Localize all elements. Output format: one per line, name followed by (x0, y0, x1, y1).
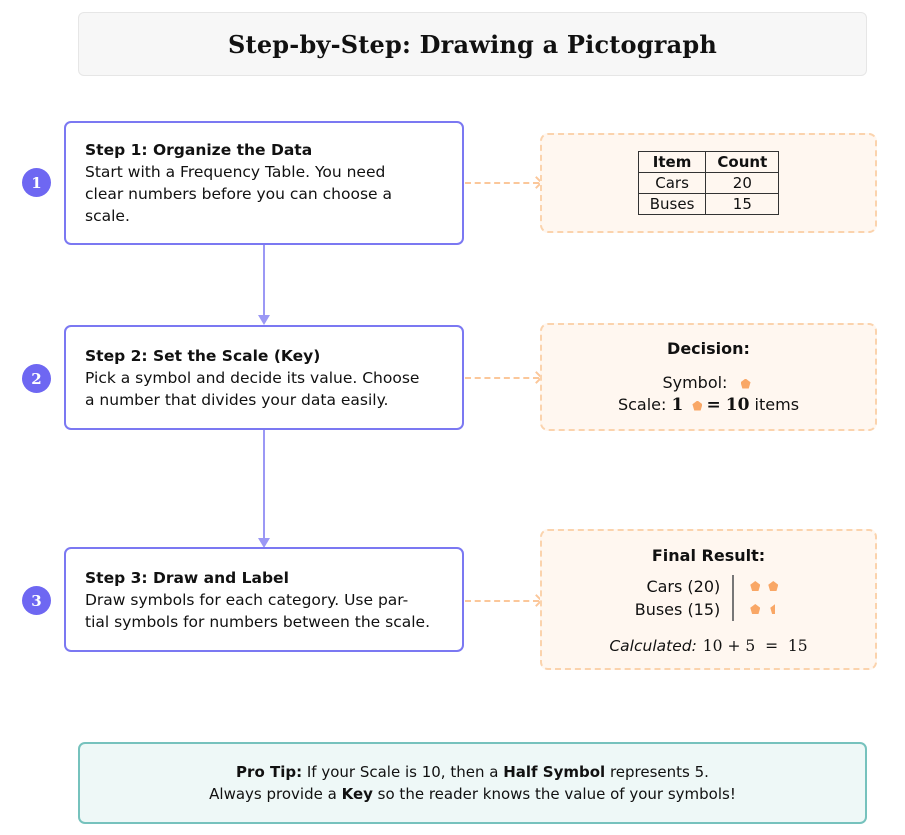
dashed-arrow-step1 (465, 182, 539, 184)
pentagon-icon (741, 379, 751, 389)
pentagon-icon (692, 401, 702, 411)
frequency-table-panel (540, 133, 877, 233)
dashed-arrow-step3 (465, 600, 539, 602)
result-label-buses: Buses (15) (634, 599, 721, 619)
pro-tip-emphasis: Half Symbol (503, 763, 606, 781)
table-header-count: Count (706, 152, 779, 173)
step-1-desc-line-2: clear numbers before you can choose a (85, 185, 392, 203)
pro-tip-text: If your Scale is 10, then a (306, 763, 499, 781)
calc-expression: 10 + 5 = 15 (702, 636, 808, 655)
decision-title: Decision: (667, 339, 750, 358)
step-1-box (64, 121, 464, 245)
scale-line (618, 394, 799, 416)
pro-tip-text: represents 5. (609, 763, 709, 781)
title-banner (78, 12, 867, 76)
frequency-table (638, 151, 780, 215)
symbol-label: Symbol: (662, 373, 728, 392)
table-cell: 15 (706, 194, 779, 215)
final-result-title: Final Result: (651, 545, 766, 565)
scale-value: 10 (725, 395, 750, 415)
step-2-desc-line-2: a number that divides your data easily. (85, 390, 389, 409)
pro-tip-label: Pro Tip: (236, 763, 303, 781)
table-row (638, 194, 779, 215)
pro-tip-box (78, 742, 867, 824)
step-1-badge: 1 (22, 168, 51, 197)
step-3-desc-line-2: tial symbols for numbers between the scale. (85, 612, 431, 631)
table-row (638, 173, 779, 194)
step-1-title: Step 1: Organize the Data (85, 141, 313, 159)
result-label-cars: Cars (20) (646, 576, 721, 596)
pentagon-icon (768, 581, 778, 591)
table-header-item: Item (638, 152, 706, 173)
dashed-arrow-step2 (465, 377, 539, 379)
step-3-title: Step 3: Draw and Label (85, 568, 289, 587)
step-1-desc-line-1: Start with a Frequency Table. You need (85, 163, 386, 181)
scale-count: 1 (671, 395, 684, 415)
scale-equals: = (706, 395, 721, 415)
step-2-badge: 2 (22, 364, 51, 393)
decision-panel (540, 323, 877, 431)
step-2-desc-line-1: Pick a symbol and decide its value. Choose (85, 368, 420, 387)
pro-tip-line-1 (236, 761, 709, 783)
arrow-step2-to-step3 (263, 430, 265, 546)
arrow-step1-to-step2 (263, 245, 265, 323)
step-2-box (64, 325, 464, 430)
symbol-row-cars (746, 575, 782, 598)
pro-tip-emphasis: Key (341, 785, 373, 803)
calc-label: Calculated: (609, 636, 697, 655)
final-result-panel (540, 529, 877, 670)
step-2-title: Step 2: Set the Scale (Key) (85, 346, 321, 365)
result-pictograph (635, 575, 783, 621)
step-3-badge: 3 (22, 586, 51, 615)
step-1-desc-line-3: scale. (85, 207, 130, 225)
table-cell: 20 (706, 173, 779, 194)
symbol-row-buses (746, 598, 782, 621)
step-3-box (64, 547, 464, 652)
table-cell: Cars (638, 173, 706, 194)
step-3-desc-line-1: Draw symbols for each category. Use par- (85, 590, 409, 609)
scale-label: Scale: (617, 395, 667, 414)
pentagon-icon (750, 581, 760, 591)
calculation-line (609, 637, 807, 655)
pentagon-icon (750, 604, 760, 614)
scale-unit: items (754, 395, 800, 414)
pro-tip-line-2 (209, 783, 736, 805)
pro-tip-text: Always provide a (209, 785, 337, 803)
page-title: Step-by-Step: Drawing a Pictograph (228, 29, 717, 59)
table-cell: Buses (638, 194, 706, 215)
half-pentagon-icon (770, 604, 775, 614)
symbol-line (662, 372, 754, 394)
pro-tip-text: so the reader knows the value of your symbols! (377, 785, 736, 803)
